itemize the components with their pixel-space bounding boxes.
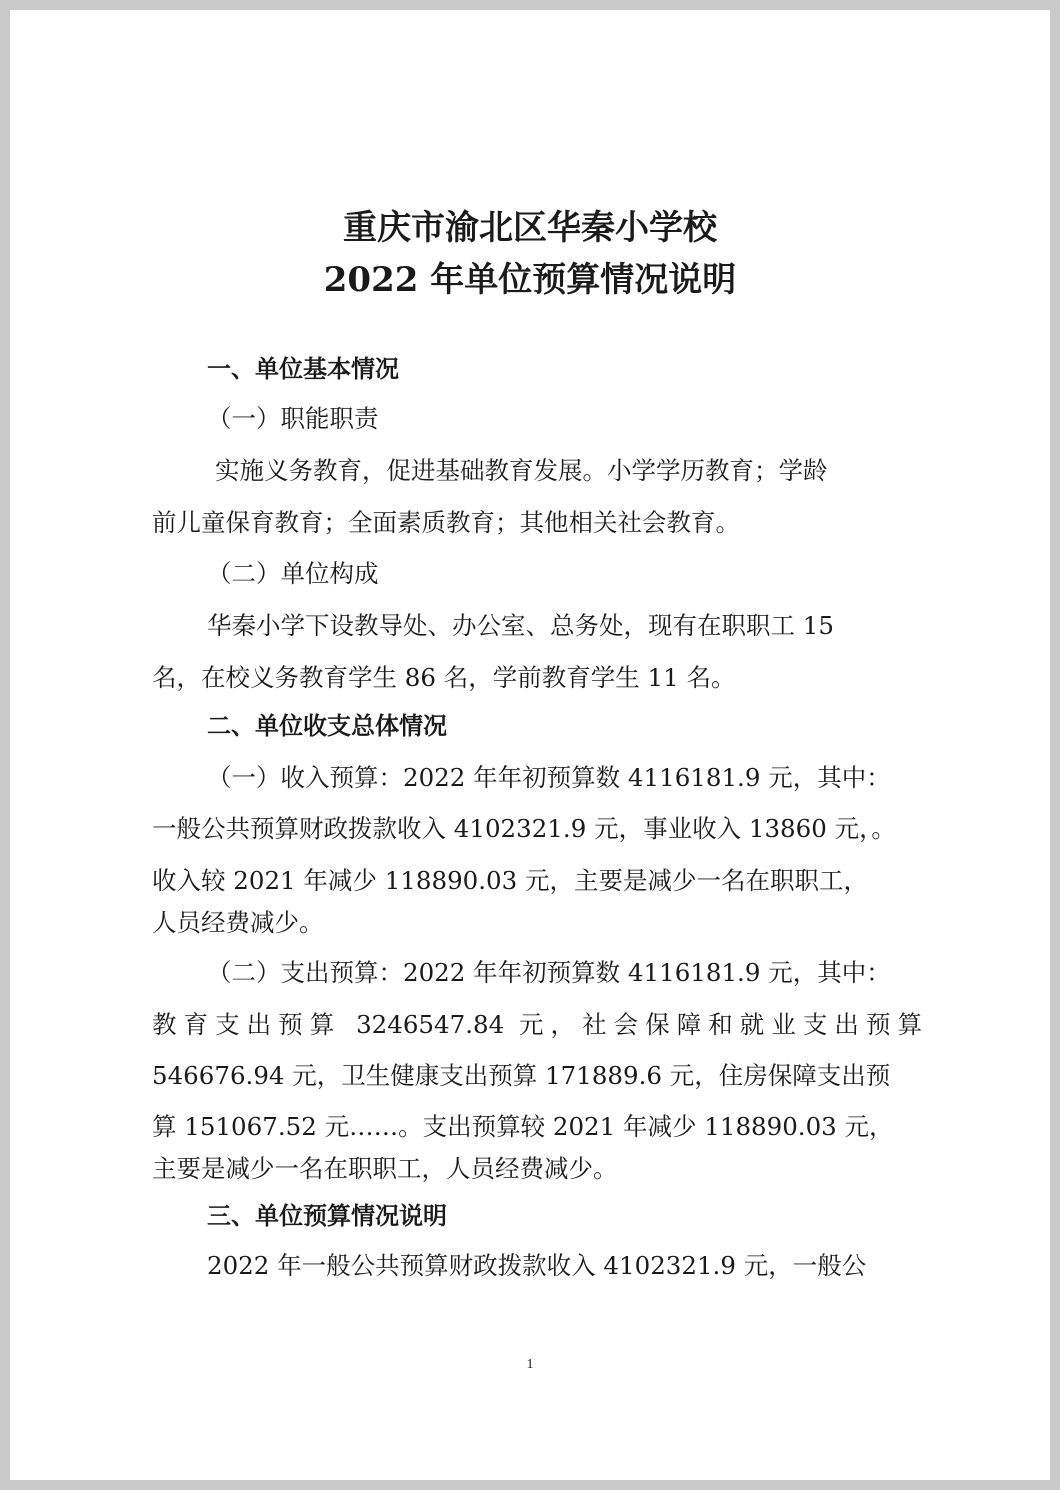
paragraph-line: 一般公共预算财政拨款收入 4102321.9 元，事业收入 13860 元，。 bbox=[152, 814, 896, 843]
document-page bbox=[10, 10, 1050, 1480]
document-subtitle: 2022 年单位预算情况说明 bbox=[323, 260, 737, 300]
paragraph-line: （一）收入预算：2022 年年初预算数 4116181.9 元，其中： bbox=[207, 763, 891, 792]
paragraph-line: 华秦小学下设教导处、办公室、总务处，现有在职职工 15 bbox=[207, 611, 834, 640]
paragraph-line: 算 151067.52 元……。支出预算较 2021 年减少 118890.03 元， bbox=[152, 1112, 894, 1141]
paragraph-line: 2022 年一般公共预算财政拨款收入 4102321.9 元，一般公 bbox=[207, 1251, 867, 1280]
paragraph-line: 546676.94 元，卫生健康支出预算 171889.6 元，住房保障支出预 bbox=[152, 1061, 891, 1090]
paragraph-line: 前儿童保育教育；全面素质教育；其他相关社会教育。 bbox=[152, 508, 740, 537]
paragraph-line: 实施义务教育，促进基础教育发展。小学学历教育；学龄 bbox=[215, 456, 828, 485]
paragraph-line: 收入较 2021 年减少 118890.03 元，主要是减少一名在职职工， bbox=[152, 866, 868, 895]
paragraph-line: 名，在校义务教育学生 86 名，学前教育学生 11 名。 bbox=[152, 663, 736, 692]
section-heading-2: 二、单位收支总体情况 bbox=[207, 712, 447, 740]
section-heading-3: 三、单位预算情况说明 bbox=[207, 1202, 447, 1230]
page-number: 1 bbox=[526, 1357, 534, 1372]
paragraph-line: 人员经费减少。 bbox=[152, 908, 324, 937]
paragraph-line: 主要是减少一名在职职工，人员经费减少。 bbox=[152, 1154, 618, 1183]
document-title: 重庆市渝北区华秦小学校 bbox=[343, 208, 717, 248]
paragraph-line: 教育支出预算 3246547.84 元，社会保障和就业支出预算 bbox=[152, 1010, 922, 1039]
paragraph-line: （二）支出预算：2022 年年初预算数 4116181.9 元，其中： bbox=[207, 958, 891, 987]
subsection-heading-1-1: （一）职能职责 bbox=[207, 404, 379, 433]
subsection-heading-1-2: （二）单位构成 bbox=[207, 559, 379, 588]
section-heading-1: 一、单位基本情况 bbox=[207, 355, 399, 383]
